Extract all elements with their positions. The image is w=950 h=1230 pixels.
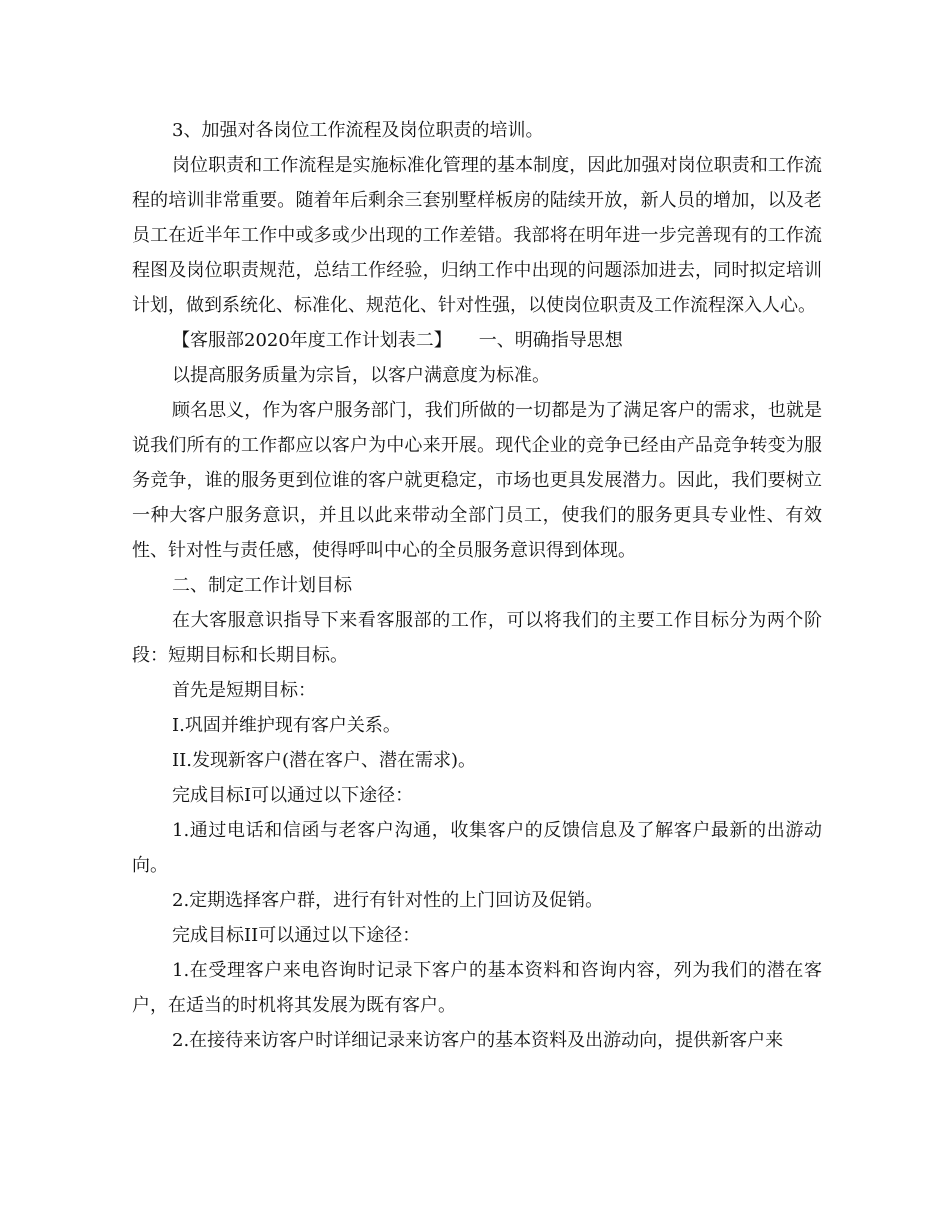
paragraph-training-body: 岗位职责和工作流程是实施标准化管理的基本制度，因此加强对岗位职责和工作流程的培训非常重要。随着年后剩余三套别墅样板房的陆续开放，新人员的增加，以及老员工在近半年工作中或多或少出现的工作差错。我部将在明年进一步完善现有的工作流程图及岗位职责规范，总结工作经验，归纳工作中出现的问题添加进去，同时拟定培训计划，做到系统化、标准化、规范化、针对性强，以使岗位职责及工作流程深入人心。 (132, 155, 822, 316)
paragraph-section-two-heading: 二、制定工作计划目标 (172, 575, 352, 596)
paragraph-goal-two-method-1: 1.在受理客户来电咨询时记录下客户的基本资料和咨询内容，列为我们的潜在客户，在适当的时机将其发展为既有客户。 (132, 960, 822, 1016)
paragraph-goal-two-methods: 完成目标II可以通过以下途径： (172, 925, 421, 946)
paragraph-service-awareness: 顾名思义，作为客户服务部门，我们所做的一切都是为了满足客户的需求，也就是说我们所有的工作都应以客户为中心来开展。现代企业的竞争已经由产品竞争转变为服务竞争，谁的服务更到位谁的客户就更稳定，市场也更具发展潜力。因此，我们要树立一种大客户服务意识，并且以此来带动全部门员工，使我们的服务更具专业性、有效性、针对性与责任感，使得呼叫中心的全员服务意识得到体现。 (132, 400, 822, 561)
paragraph-guiding-principle: 以提高服务质量为宗旨，以客户满意度为标准。 (172, 365, 550, 386)
paragraph-goal-stages: 在大客服意识指导下来看客服部的工作，可以将我们的主要工作目标分为两个阶段：短期目标和长期目标。 (132, 610, 822, 666)
document-body (132, 113, 822, 1058)
paragraph-goal-one: I.巩固并维护现有客户关系。 (172, 715, 401, 736)
paragraph-goal-one-methods: 完成目标I可以通过以下途径： (172, 785, 414, 806)
paragraph-plan-title: 【客服部2020年度工作计划表二】 一、明确指导思想 (172, 330, 623, 351)
paragraph-short-term-heading: 首先是短期目标： (172, 680, 316, 701)
paragraph-goal-one-method-1: 1.通过电话和信函与老客户沟通，收集客户的反馈信息及了解客户最新的出游动向。 (132, 820, 822, 876)
paragraph-goal-one-method-2: 2.定期选择客户群，进行有针对性的上门回访及促销。 (172, 890, 604, 911)
paragraph-goal-two: II.发现新客户(潜在客户、潜在需求)。 (172, 750, 476, 771)
paragraph-goal-two-method-2: 2.在接待来访客户时详细记录来访客户的基本资料及出游动向，提供新客户来 (172, 1030, 784, 1051)
paragraph-training-heading: 3、加强对各岗位工作流程及岗位职责的培训。 (172, 120, 544, 141)
